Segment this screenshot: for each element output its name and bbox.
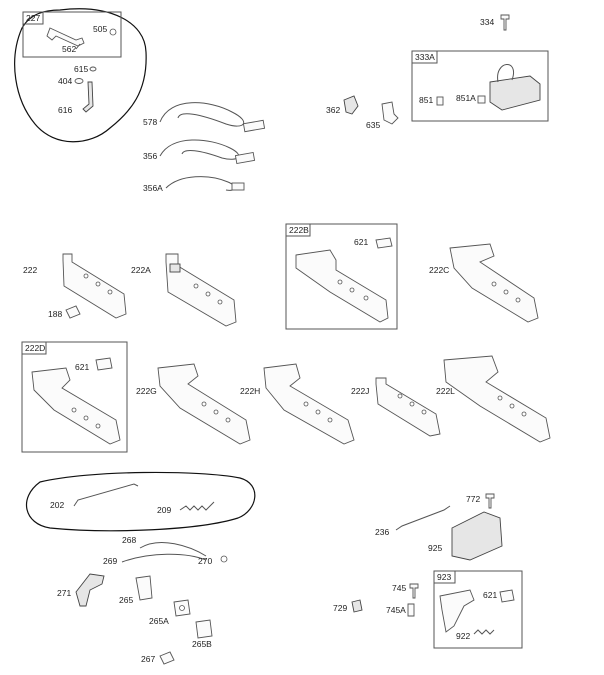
label-269: 269 xyxy=(103,556,118,566)
label-209: 209 xyxy=(157,505,172,515)
part-267[interactable] xyxy=(160,652,174,664)
part-635[interactable] xyxy=(382,102,398,124)
label-236: 236 xyxy=(375,527,390,537)
part-269[interactable] xyxy=(122,554,206,562)
part-925[interactable] xyxy=(452,512,502,560)
part-236[interactable] xyxy=(396,506,450,530)
label-578: 578 xyxy=(143,117,158,127)
part-202[interactable] xyxy=(74,484,138,506)
label-270: 270 xyxy=(198,556,213,566)
label-404: 404 xyxy=(58,76,73,86)
label-745: 745 xyxy=(392,583,407,593)
part-334[interactable] xyxy=(501,15,509,30)
label-222C: 222C xyxy=(429,265,450,275)
part-265B[interactable] xyxy=(196,620,212,638)
part-222J[interactable] xyxy=(376,378,440,436)
label-227: 227 xyxy=(26,13,41,23)
part-745[interactable] xyxy=(410,584,418,598)
part-745A[interactable] xyxy=(408,604,414,616)
label-621-a: 621 xyxy=(354,237,369,247)
label-222H: 222H xyxy=(240,386,261,396)
label-222J: 222J xyxy=(351,386,370,396)
part-271[interactable] xyxy=(76,574,104,606)
label-925: 925 xyxy=(428,543,443,553)
label-334: 334 xyxy=(480,17,495,27)
part-505[interactable] xyxy=(110,29,116,35)
label-505: 505 xyxy=(93,24,108,34)
part-222H[interactable] xyxy=(264,364,354,444)
label-923: 923 xyxy=(437,572,452,582)
part-209[interactable] xyxy=(180,502,214,510)
label-615: 615 xyxy=(74,64,89,74)
part-616[interactable] xyxy=(83,82,93,112)
label-222B: 222B xyxy=(289,225,309,235)
part-923-bracket[interactable] xyxy=(440,590,474,632)
circled-group-outline xyxy=(15,9,146,142)
part-729[interactable] xyxy=(352,600,362,612)
part-188[interactable] xyxy=(66,306,80,318)
label-271: 271 xyxy=(57,588,72,598)
label-851A: 851A xyxy=(456,93,476,103)
label-621-b: 621 xyxy=(75,362,90,372)
part-621-c[interactable] xyxy=(500,590,514,602)
part-265[interactable] xyxy=(136,576,152,600)
label-729: 729 xyxy=(333,603,348,613)
label-268: 268 xyxy=(122,535,137,545)
part-356A[interactable] xyxy=(166,177,235,191)
part-222B-bracket[interactable] xyxy=(296,250,388,322)
label-222A: 222A xyxy=(131,265,151,275)
label-356: 356 xyxy=(143,151,158,161)
part-851A[interactable] xyxy=(478,96,485,103)
part-615[interactable] xyxy=(90,67,96,71)
label-922: 922 xyxy=(456,631,471,641)
label-356A: 356A xyxy=(143,183,163,193)
label-616: 616 xyxy=(58,105,73,115)
part-772[interactable] xyxy=(486,494,494,508)
label-745A: 745A xyxy=(386,605,406,615)
label-202: 202 xyxy=(50,500,65,510)
label-265B: 265B xyxy=(192,639,212,649)
part-621-b[interactable] xyxy=(96,358,112,370)
part-270[interactable] xyxy=(221,556,227,562)
label-851: 851 xyxy=(419,95,434,105)
label-562: 562 xyxy=(62,44,77,54)
part-922[interactable] xyxy=(474,630,494,634)
label-362: 362 xyxy=(326,105,341,115)
label-222G: 222G xyxy=(136,386,157,396)
part-356[interactable] xyxy=(160,140,239,159)
label-188: 188 xyxy=(48,309,63,319)
part-851[interactable] xyxy=(437,97,443,105)
label-772: 772 xyxy=(466,494,481,504)
label-222D: 222D xyxy=(25,343,46,353)
part-621-a[interactable] xyxy=(376,238,392,248)
label-222L: 222L xyxy=(436,386,455,396)
part-222D-bracket[interactable] xyxy=(32,368,120,444)
label-333A: 333A xyxy=(415,52,435,62)
part-222L[interactable] xyxy=(444,356,550,442)
label-635: 635 xyxy=(366,120,381,130)
label-621-c: 621 xyxy=(483,590,498,600)
label-265: 265 xyxy=(119,595,134,605)
part-578[interactable] xyxy=(160,103,244,126)
part-404[interactable] xyxy=(75,79,83,84)
label-222: 222 xyxy=(23,265,38,275)
part-362[interactable] xyxy=(344,96,358,114)
label-265A: 265A xyxy=(149,616,169,626)
label-267: 267 xyxy=(141,654,156,664)
